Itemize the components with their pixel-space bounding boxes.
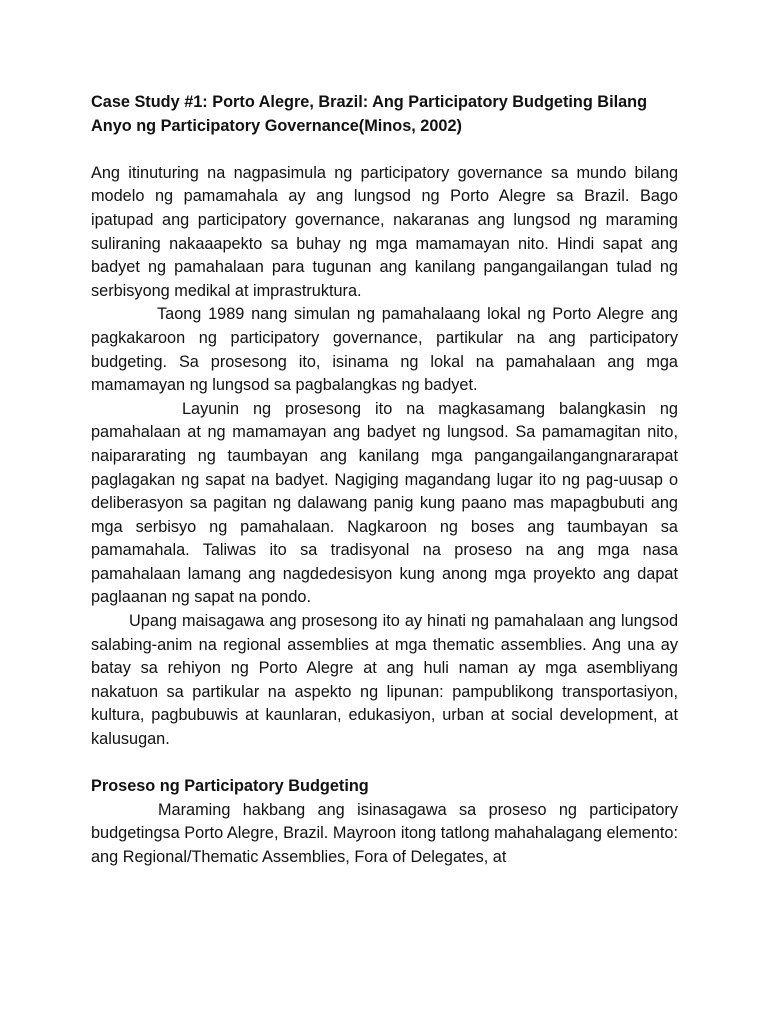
section-heading: Proseso ng Participatory Budgeting (91, 777, 369, 796)
paragraph-intro: Ang itinuturing na nagpasimula ng participatory governance sa mundo bilang modelo ng pamamahala ay ang lungsod ng Porto Alegre sa Brazil. Bago ipatupad ang participatory governance, nakaranas ang lungsod ng maraming suliraning nakaaapekto sa buhay ng mga mamamayan nito. Hindi sapat ang badyet ng pamahalaan para tugunan ang kanilang pangangailangan tulad ng serbisyong medikal at imprastruktura. (91, 163, 678, 300)
spacer (91, 138, 678, 162)
paragraph-1989: Taong 1989 nang simulan ng pamahalaang lokal ng Porto Alegre ang pagkakaroon ng participatory governance, partikular na ang participatory budgeting. Sa prosesong ito, isinama ng lokal na pamahalaan ang mga mamamayan ng lungsod sa pagbalangkas ng badyet. (91, 305, 678, 395)
paragraph-upang: Upang maisagawa ang prosesong ito ay hinati ng pamahalaan ang lungsod salabing-anim na regional assemblies at mga thematic assemblies. Ang una ay batay sa rehiyon ng Porto Alegre at ang huli naman ay mga asembliyang nakatuon sa partikular na aspekto ng lipunan: pampublikong transportasiyon, kultura, pagbubuwis at kaunlaran, edukasiyon, urban at social development, at kalusugan. (91, 612, 678, 749)
paragraph-proseso: Maraming hakbang ang isinasagawa sa proseso ng participatory budgetingsa Porto Alegre, Brazil. Mayroon itong tatlong mahahalagang elemento: ang Regional/Thematic Assemblies, Fora of Delegates, at (91, 800, 678, 866)
spacer (91, 752, 678, 776)
document-body (91, 91, 678, 870)
paragraph-layunin: Layunin ng prosesong ito na magkasamang balangkasin ng pamahalaan at ng mamamayan ang badyet ng lungsod. Sa pamamagitan nito, naipararating ng taumbayan ang kanilang mga pangangailangangnararapat paglagakan ng sapat na badyet. Nagiging magandang lugar ito ng pag-uusap o deliberasyon sa pagitan ng dalawang panig kung paano mas mapagbubuti ang mga serbisyo ng pamahalaan. Nagkaroon ng boses ang taumbayan sa pamamahala. Taliwas ito sa tradisyonal na proseso na ang mga nasa pamahalaan lamang ang nagdedesisyon kung anong mga proyekto ang dapat paglaanan ng sapat na pondo. (91, 399, 678, 607)
document-title: Case Study #1: Porto Alegre, Brazil: Ang Participatory Budgeting Bilang Anyo ng Participatory Governance(Minos, 2002) (91, 93, 648, 135)
